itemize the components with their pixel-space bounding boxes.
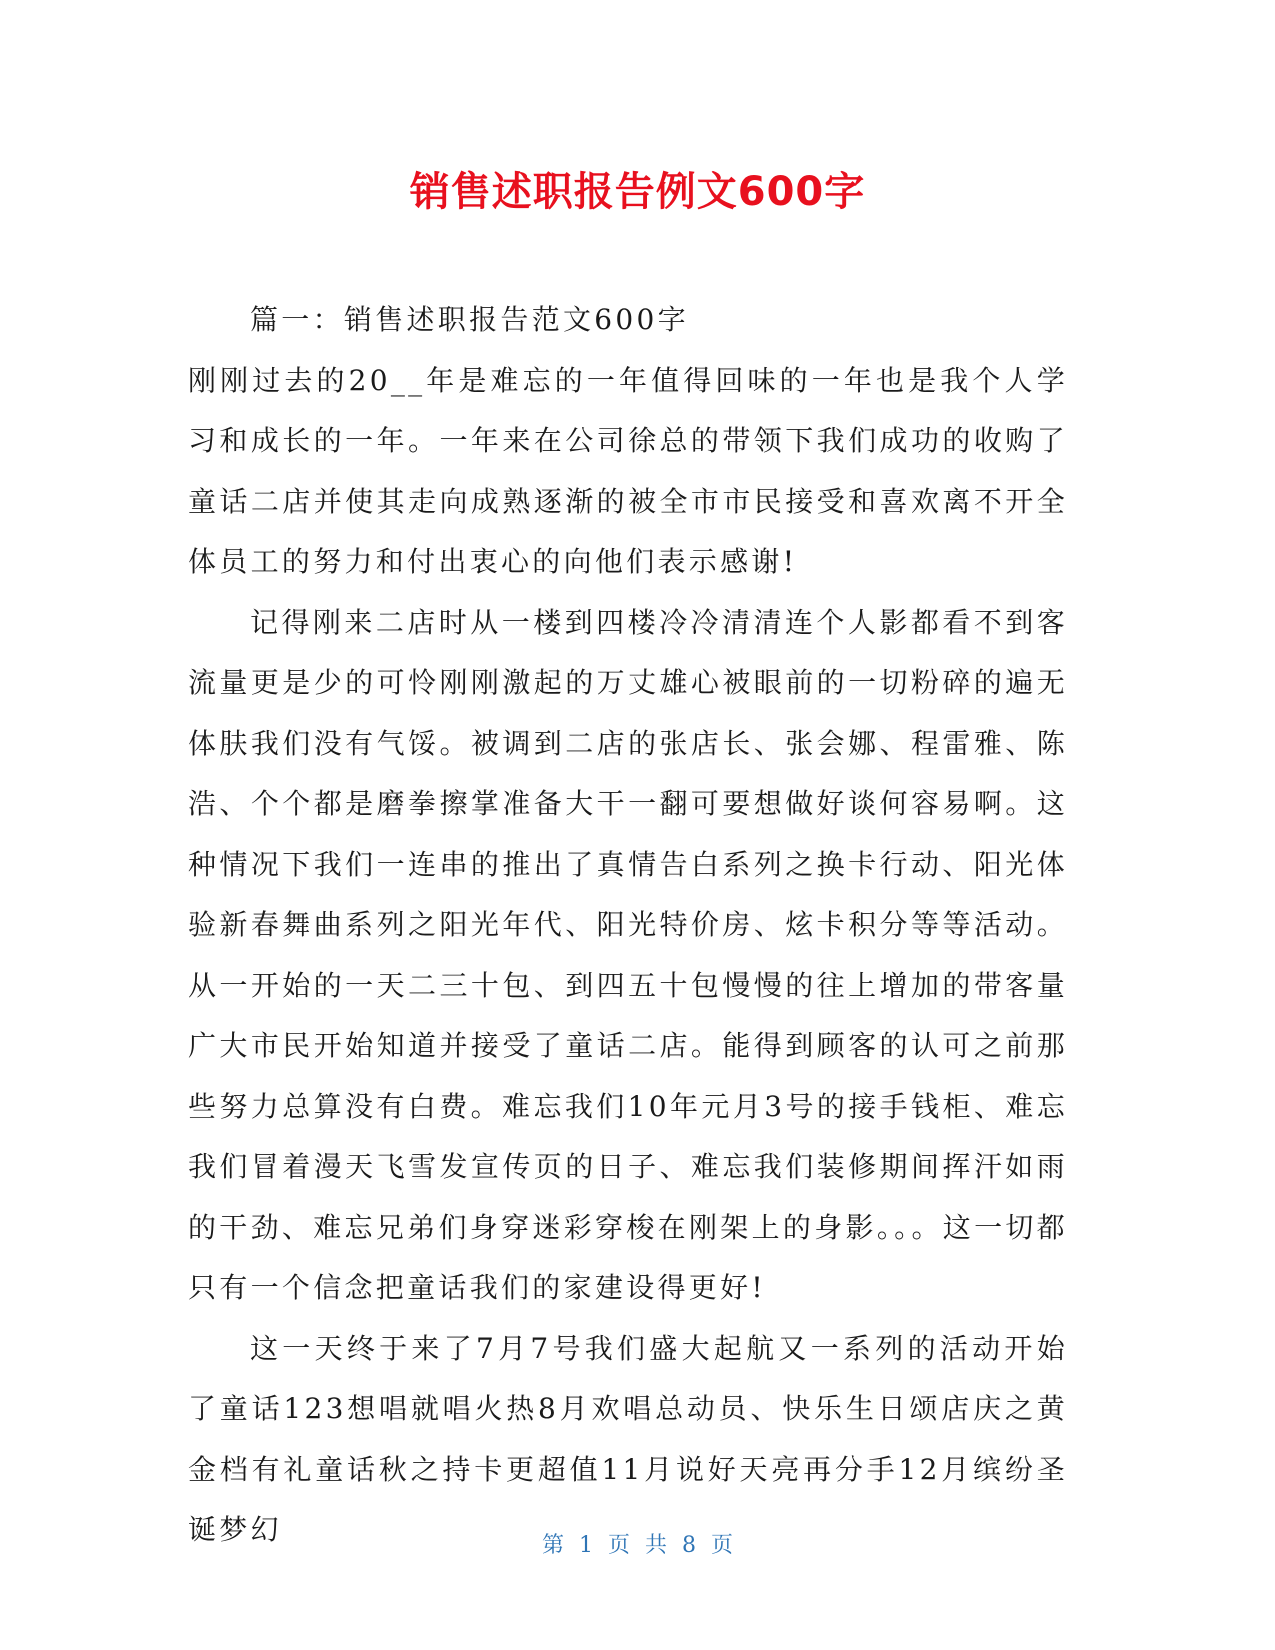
section-heading: 篇一：销售述职报告范文600字 <box>250 303 689 336</box>
document-title: 销售述职报告例文600字 <box>409 169 866 215</box>
paragraph: 这一天终于来了7月7号我们盛大起航又一系列的活动开始了童话123想唱就唱火热8月欢唱总动员、快乐生日颂店庆之黄金档有礼童话秋之持卡更超值11月说好天亮再分手12月缤纷圣诞梦幻 <box>188 1331 1068 1546</box>
document-body <box>188 290 1068 1561</box>
paragraph: 记得刚来二店时从一楼到四楼冷冷清清连个人影都看不到客流量更是少的可怜刚刚激起的万丈雄心被眼前的一切粉碎的遍无体肤我们没有气馁。被调到二店的张店长、张会娜、程雷雅、陈浩、个个都是磨拳擦掌准备大干一翻可要想做好谈何容易啊。这种情况下我们一连串的推出了真情告白系列之换卡行动、阳光体验新春舞曲系列之阳光年代、阳光特价房、炫卡积分等等活动。从一开始的一天二三十包、到四五十包慢慢的往上增加的带客量广大市民开始知道并接受了童话二店。能得到顾客的认可之前那些努力总算没有白费。难忘我们10年元月3号的接手钱柜、难忘我们冒着漫天飞雪发宣传页的日子、难忘我们装修期间挥汗如雨的干劲、难忘兄弟们身穿迷彩穿梭在刚架上的身影。。。这一切都只有一个信念把童话我们的家建设得更好! <box>188 605 1068 1304</box>
paragraph: 刚刚过去的20__年是难忘的一年值得回味的一年也是我个人学习和成长的一年。一年来在公司徐总的带领下我们成功的收购了童话二店并使其走向成熟逐渐的被全市市民接受和喜欢离不开全体员工的努力和付出衷心的向他们表示感谢! <box>188 363 1068 578</box>
page-number-footer: 第 1 页 共 8 页 <box>542 1533 733 1558</box>
